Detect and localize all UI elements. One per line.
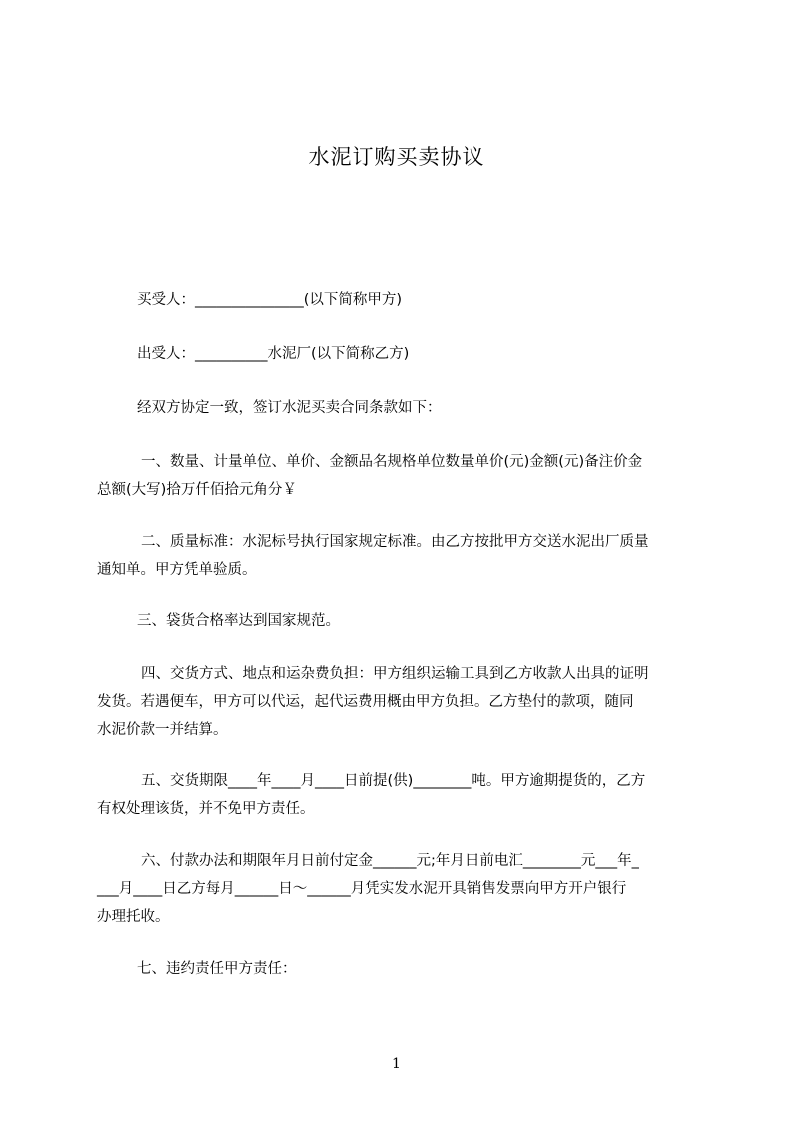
clause-5-line-2: 有权处理该货，并不免甲方责任。 bbox=[97, 801, 315, 817]
clause-1-line-1: 一、数量、计量单位、单价、金额品名规格单位数量单价(元)金额(元)备注价金 bbox=[141, 454, 643, 470]
clause-6-line-1: 六、付款办法和期限年月日前付定金______元;年月日前电汇________元___年_ bbox=[141, 853, 639, 869]
clause-2-line-1: 二、质量标准：水泥标号执行国家规定标准。由乙方按批甲方交送水泥出厂质量 bbox=[141, 534, 649, 550]
seller-line: 出受人：__________水泥厂(以下简称乙方) bbox=[137, 346, 410, 362]
buyer-line: 买受人：_______________(以下简称甲方) bbox=[137, 292, 403, 308]
clause-6-line-2: ___月____日乙方每月______日～______月凭实发水泥开具销售发票向甲方开户银行 bbox=[97, 881, 627, 897]
clause-7: 七、违约责任甲方责任： bbox=[137, 961, 297, 977]
clause-4-line-2: 发货。若遇便车，甲方可以代运，起代运费用概由甲方负担。乙方垫付的款项，随同 bbox=[97, 694, 634, 710]
document-title: 水泥订购买卖协议 bbox=[308, 145, 485, 169]
clause-6-line-3: 办理托收。 bbox=[97, 909, 170, 925]
clause-3: 三、袋货合格率达到国家规范。 bbox=[137, 613, 340, 629]
clause-5-line-1: 五、交货期限____年____月____日前提(供)________吨。甲方逾期提货的，乙方 bbox=[141, 773, 646, 789]
clause-1-line-2: 总额(大写)拾万仟佰拾元角分￥ bbox=[97, 482, 297, 498]
clause-4-line-1: 四、交货方式、地点和运杂费负担：甲方组织运输工具到乙方收款人出具的证明 bbox=[141, 666, 649, 682]
agreement-intro: 经双方协定一致，签订水泥买卖合同条款如下： bbox=[137, 400, 442, 416]
clause-2-line-2: 通知单。甲方凭单验质。 bbox=[97, 562, 257, 578]
page-number: 1 bbox=[392, 1056, 401, 1072]
clause-4-line-3: 水泥价款一并结算。 bbox=[97, 722, 228, 738]
